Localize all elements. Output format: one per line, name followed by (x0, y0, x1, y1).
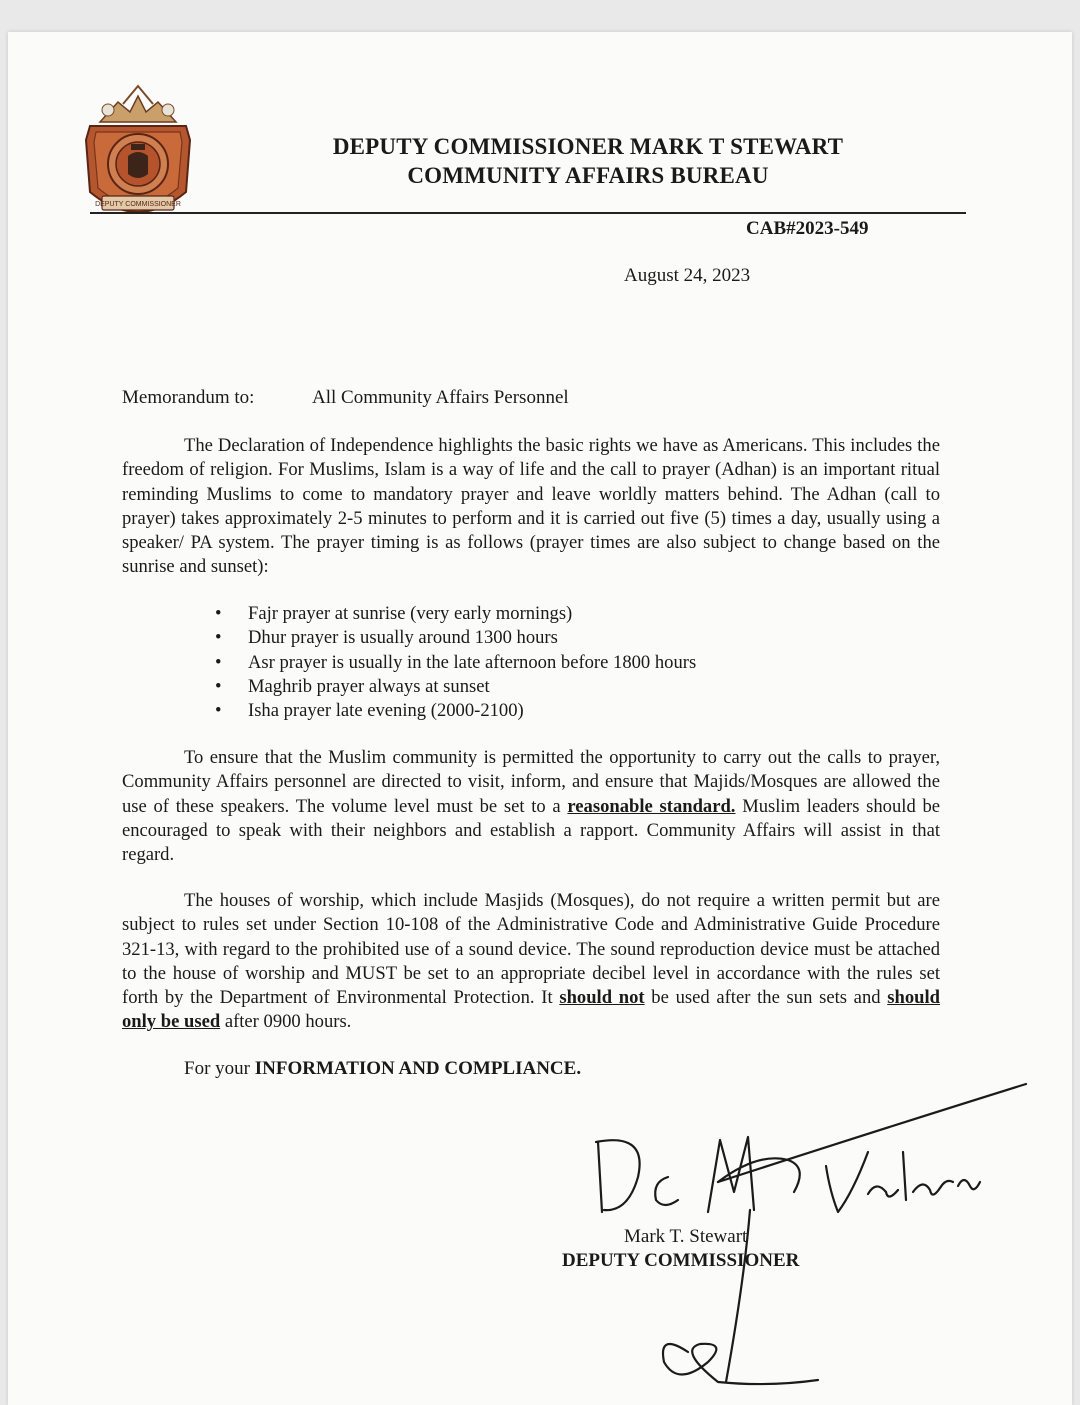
closing-line: For your INFORMATION AND COMPLIANCE. (184, 1058, 582, 1079)
paragraph-1 (122, 434, 940, 580)
signatory-name: Mark T. Stewart (624, 1226, 748, 1247)
memo-recipient: All Community Affairs Personnel (312, 387, 569, 408)
bullet-icon: • (215, 700, 222, 722)
memo-page (8, 32, 1072, 1405)
letterhead-line-1: DEPUTY COMMISSIONER MARK T STEWART (332, 134, 844, 159)
closing-emphasis: INFORMATION AND COMPLIANCE. (254, 1058, 582, 1079)
memo-line (122, 387, 569, 409)
list-item: • Fajr prayer at sunrise (very early mornings) (208, 602, 696, 626)
list-item: • Dhur prayer is usually around 1300 hours (208, 626, 696, 650)
memo-label: Memorandum to: (122, 387, 255, 408)
paragraph-1-text: The Declaration of Independence highlights the basic rights we have as Americans. This includes the freedom of religion. For Muslims, Islam is a way of life and the call to prayer (Adhan) is an important ritual reminding Muslims to come to mandatory prayer and leave worldly matters behind. The Adhan (call to prayer) takes approximately 2-5 minutes to perform and it is carried out five (5) times a day, usually using a speaker/ PA system. The prayer timing is as follows (prayer times are also subject to change based on the sunrise and sunset): (122, 435, 940, 578)
emphasis-should-not: should not (559, 987, 645, 1009)
bullet-icon: • (215, 627, 222, 649)
emphasis-reasonable-standard: reasonable standard. (567, 795, 736, 817)
list-item: • Asr prayer is usually in the late afternoon before 1800 hours (208, 651, 696, 675)
letterhead (198, 132, 978, 190)
memo-date: August 24, 2023 (624, 265, 751, 286)
bullet-icon: • (215, 675, 222, 697)
letterhead-line-2: COMMUNITY AFFAIRS BUREAU (407, 163, 769, 188)
prayer-times-list (208, 602, 696, 723)
reference-number: CAB#2023-549 (746, 218, 869, 239)
emphasis-should-only-be-used: should only be used (122, 987, 940, 1033)
header-divider (90, 212, 966, 214)
seal-banner-text: DEPUTY COMMISSIONER (95, 201, 181, 208)
bullet-icon: • (215, 603, 222, 624)
police-seal-icon (78, 82, 198, 232)
list-item: • Maghrib prayer always at sunset (208, 675, 696, 699)
signatory-title: DEPUTY COMMISSIONER (562, 1250, 800, 1271)
eagle-ornament-icon (100, 86, 176, 122)
paragraph-3: The houses of worship, which include Masjids (Mosques), do not require a written permit but are subject to rules set under Section 10-108 of the Administrative Code and Administrative Guide Procedure 321-13, with regard to the prohibited use of a sound device. The sound reproduction device must be attached to the house of worship and MUST be set to an appropriate decibel level in accordance with the rules set forth by the Department of Environmental Protection. It should not be used after the sun sets and should only be used after 0900 hours. (122, 890, 940, 1033)
bullet-icon: • (215, 651, 222, 673)
paragraph-2: To ensure that the Muslim community is permitted the opportunity to carry out the calls to prayer, Community Affairs personnel are directed to visit, inform, and ensure that Majids/Mosques are allowed the use of these speakers. The volume level must be set to a reasonable standard. Muslim leaders should be encouraged to speak with their neighbors and establish a rapport. Community Affairs will assist in that regard. (122, 747, 941, 866)
list-item: • Isha prayer late evening (2000-2100) (208, 699, 696, 723)
